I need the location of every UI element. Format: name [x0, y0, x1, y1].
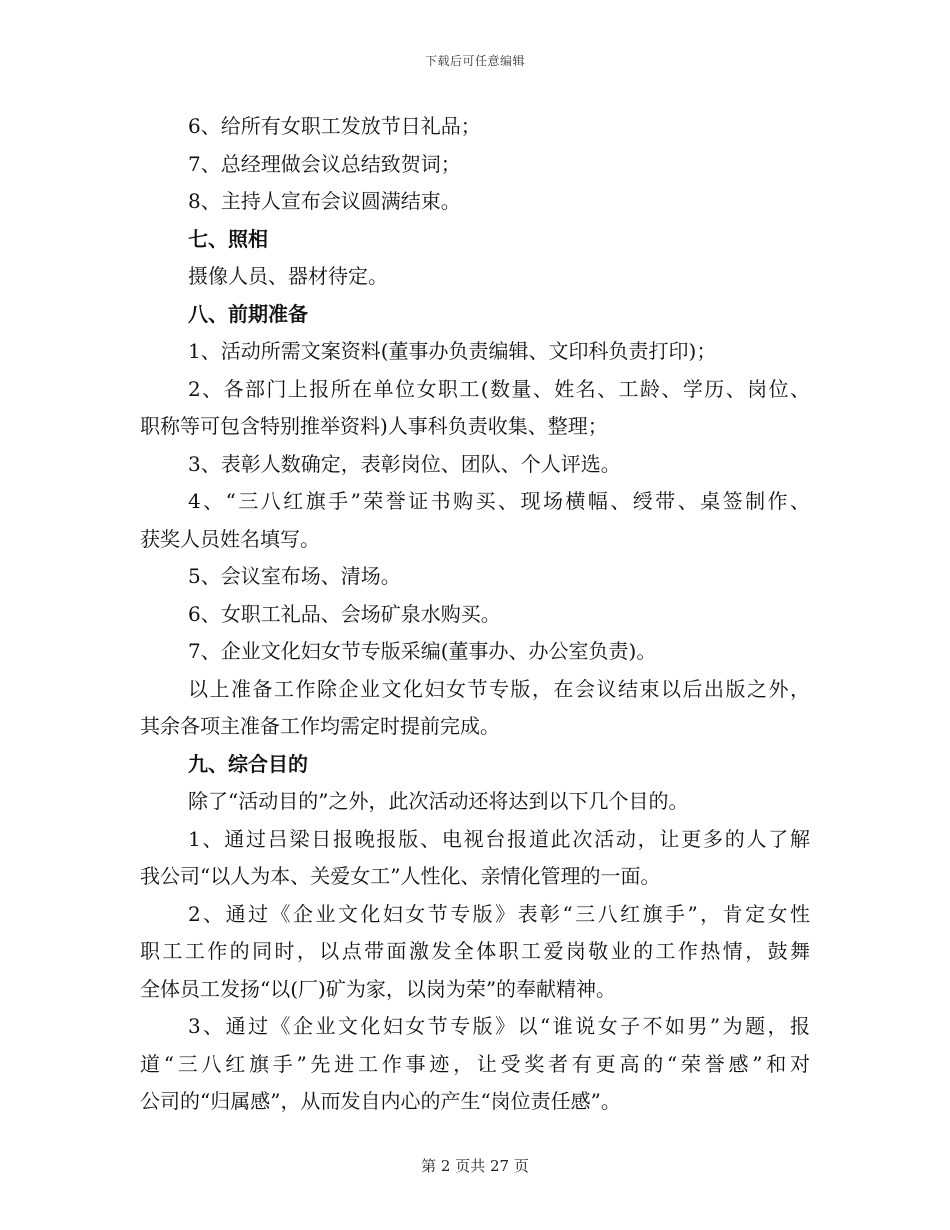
text-line: 5、会议室布场、清场。 — [188, 564, 401, 588]
text-line: 3、表彰人数确定，表彰岗位、团队、个人评选。 — [188, 451, 621, 476]
text-line: 6、给所有女职工发放节日礼品； — [188, 114, 481, 138]
text-line: 道“三八红旗手”先进工作事迹，让受奖者有更高的“荣誉感”和对 — [140, 1051, 810, 1076]
text-line: 3、通过《企业文化妇女节专版》以“谁说女子不如男”为题，报 — [188, 1014, 810, 1038]
text-line: 我公司“以人为本、关爱女工”人性化、亲情化管理的一面。 — [140, 864, 661, 888]
text-line: 职称等可包含特别推举资料)人事科负责收集、整理； — [140, 414, 608, 438]
text-line: 获奖人员姓名填写。 — [140, 526, 320, 551]
text-line: 其余各项主准备工作均需定时提前完成。 — [140, 714, 500, 738]
text-line: 7、总经理做会议总结致贺词； — [188, 151, 461, 176]
text-line: 7、企业文化妇女节专版采编(董事办、办公室负责)。 — [188, 639, 657, 663]
section-heading: 九、综合目的 — [188, 751, 308, 776]
text-line: 摄像人员、器材待定。 — [188, 264, 388, 288]
text-line: 1、活动所需文案资料(董事办负责编辑、文印科负责打印)； — [188, 339, 717, 363]
document-body — [140, 108, 810, 1121]
text-line: 全体员工发扬“以(厂)矿为家，以岗为荣”的奉献精神。 — [140, 976, 617, 1001]
text-line: 除了“活动目的”之外，此次活动还将达到以下几个目的。 — [188, 789, 689, 813]
section-heading: 七、照相 — [188, 226, 268, 251]
text-line: 2、通过《企业文化妇女节专版》表彰“三八红旗手”，肯定女性 — [188, 901, 810, 926]
text-line: 6、女职工礼品、会场矿泉水购买。 — [188, 601, 501, 626]
text-line: 4、“三八红旗手”荣誉证书购买、现场横幅、绶带、桌签制作、 — [188, 489, 810, 513]
text-line: 1、通过吕梁日报晚报版、电视台报道此次活动，让更多的人了解 — [188, 826, 810, 851]
text-line: 职工工作的同时，以点带面激发全体职工爱岗敬业的工作热情，鼓舞 — [140, 939, 810, 963]
text-line: 8、主持人宣布会议圆满结束。 — [188, 189, 461, 213]
text-line: 公司的“归属感”，从而发自内心的产生“岗位责任感”。 — [140, 1089, 621, 1113]
text-line: 以上准备工作除企业文化妇女节专版，在会议结束以后出版之外， — [188, 676, 810, 701]
page-footer: 第 2 页共 27 页 — [421, 1157, 529, 1175]
section-heading: 八、前期准备 — [188, 301, 308, 326]
text-line: 2、各部门上报所在单位女职工(数量、姓名、工龄、学历、岗位、 — [188, 376, 810, 401]
page-header: 下载后可任意编辑 — [424, 54, 525, 68]
